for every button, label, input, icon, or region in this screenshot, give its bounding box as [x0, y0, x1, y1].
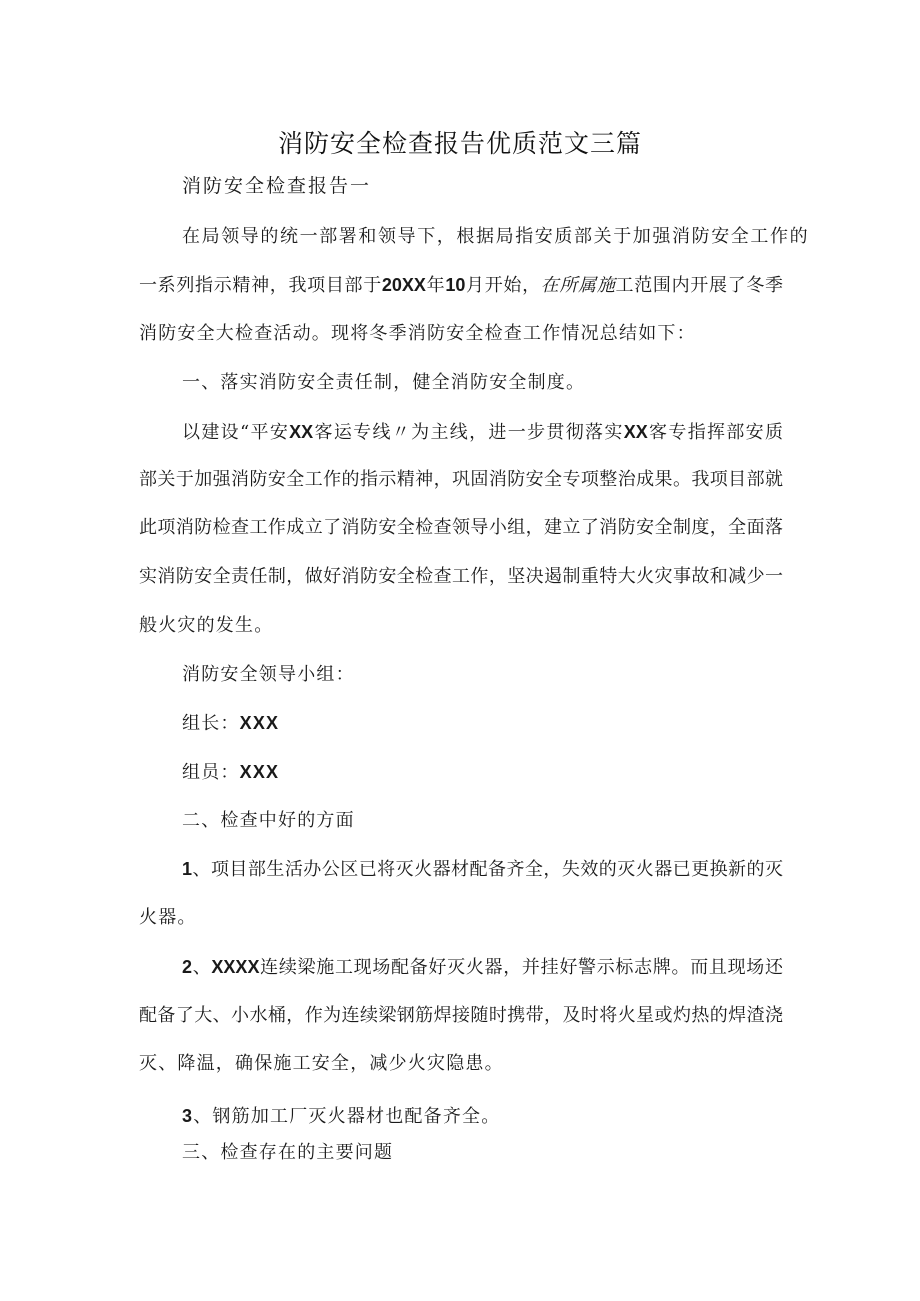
- paragraph-2-line-5: 般火灾的发生。: [139, 615, 274, 636]
- paragraph-1-line-1: 在局领导的统一部署和领导下，根据局指安质部关于加强消防安全工作的: [182, 226, 810, 247]
- item-3-line-1: 3、钢筋加工厂灭火器材也配备齐全。: [182, 1106, 501, 1127]
- group-member: 组员：XXX: [182, 762, 280, 783]
- item-2-line-3: 灭、降温，确保施工安全，减少火灾隐患。: [139, 1053, 504, 1074]
- item-2-line-1: 2、XXXX连续梁施工现场配备好灭火器，并挂好警示标志牌。而且现场还: [182, 957, 784, 978]
- report-subtitle: 消防安全检查报告一: [182, 175, 372, 197]
- section-heading-1: 一、落实消防安全责任制，健全消防安全制度。: [182, 372, 586, 393]
- item-2-line-2: 配备了大、小水桶，作为连续梁钢筋焊接随时携带，及时将火星或灼热的焊渣浇: [139, 1005, 783, 1026]
- item-1-line-1: 1、项目部生活办公区已将灭火器材配备齐全，失效的灭火器已更换新的灭: [182, 859, 783, 880]
- group-leader: 组长：XXX: [182, 713, 280, 734]
- paragraph-1-line-2: 一系列指示精神，我项目部于20XX年10月开始，在所属施工范围内开展了冬季: [139, 275, 784, 296]
- leadership-group-label: 消防安全领导小组：: [182, 664, 355, 685]
- item-1-line-2: 火器。: [139, 907, 197, 928]
- paragraph-2-line-2: 部关于加强消防安全工作的指示精神，巩固消防安全专项整治成果。我项目部就: [139, 469, 783, 490]
- paragraph-1-line-3: 消防安全大检查活动。现将冬季消防安全检查工作情况总结如下：: [139, 323, 696, 344]
- paragraph-2-line-3: 此项消防检查工作成立了消防安全检查领导小组，建立了消防安全制度，全面落: [139, 517, 783, 538]
- paragraph-2-line-1: 以建设“平安XX客运专线〃为主线，进一步贯彻落实XX客专指挥部安质: [182, 422, 784, 443]
- section-heading-3: 三、检查存在的主要问题: [182, 1142, 394, 1163]
- section-heading-2: 二、检查中好的方面: [182, 810, 355, 831]
- paragraph-2-line-4: 实消防安全责任制，做好消防安全检查工作，坚决遏制重特大火灾事故和减少一: [139, 566, 783, 587]
- document-title: 消防安全检查报告优质范文三篇: [277, 129, 642, 158]
